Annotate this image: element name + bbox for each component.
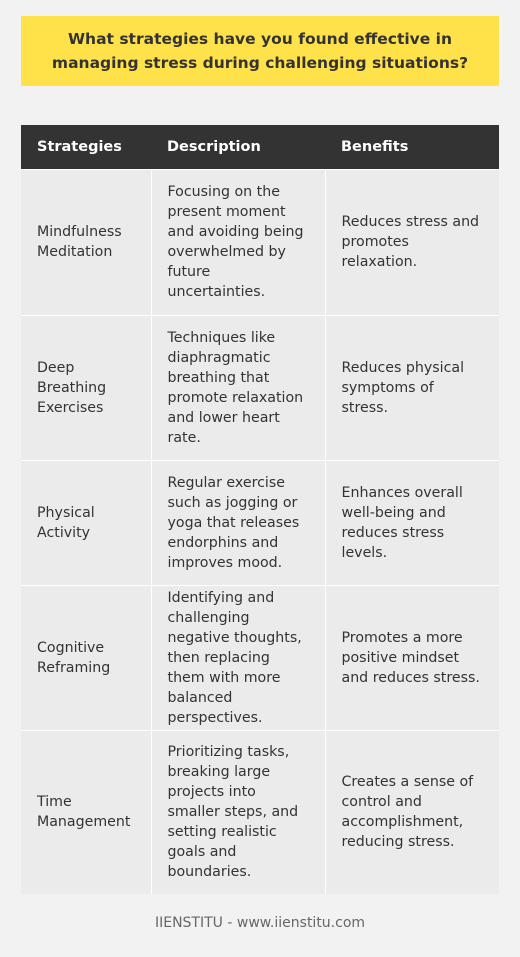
description-cell: Techniques like diaphragmatic breathing that promote relaxation and lower heart rate. <box>151 315 325 460</box>
description-cell: Focusing on the present moment and avoiding being overwhelmed by future uncertainties. <box>151 169 325 315</box>
strategy-cell: Mindfulness Meditation <box>21 169 151 315</box>
table-header-row <box>21 125 499 169</box>
benefits-cell: Reduces stress and promotes relaxation. <box>325 169 499 315</box>
description-cell: Prioritizing tasks, breaking large projects into smaller steps, and setting realistic goals and boundaries. <box>151 730 325 894</box>
strategy-cell: Physical Activity <box>21 460 151 585</box>
footer-credit: IIENSTITU - www.iienstitu.com <box>154 915 366 931</box>
strategy-cell: Time Management <box>21 730 151 894</box>
page-title: What strategies have you found effective in managing stress during challenging situations? <box>21 16 499 86</box>
benefits-cell: Reduces physical symptoms of stress. <box>325 315 499 460</box>
column-header-strategies: Strategies <box>21 125 151 169</box>
benefits-cell: Creates a sense of control and accomplishment, reducing stress. <box>325 730 499 894</box>
benefits-cell: Promotes a more positive mindset and reduces stress. <box>325 585 499 730</box>
table-row <box>21 169 499 315</box>
description-cell: Regular exercise such as jogging or yoga that releases endorphins and improves mood. <box>151 460 325 585</box>
column-header-description: Description <box>151 125 325 169</box>
column-header-benefits: Benefits <box>325 125 499 169</box>
benefits-cell: Enhances overall well-being and reduces stress levels. <box>325 460 499 585</box>
table-row <box>21 315 499 460</box>
description-cell: Identifying and challenging negative thoughts, then replacing them with more balanced perspectives. <box>151 585 325 730</box>
strategies-table <box>21 125 499 894</box>
table-row <box>21 730 499 894</box>
strategy-cell: Deep Breathing Exercises <box>21 315 151 460</box>
strategy-cell: Cognitive Reframing <box>21 585 151 730</box>
table-row <box>21 585 499 730</box>
table-row <box>21 460 499 585</box>
